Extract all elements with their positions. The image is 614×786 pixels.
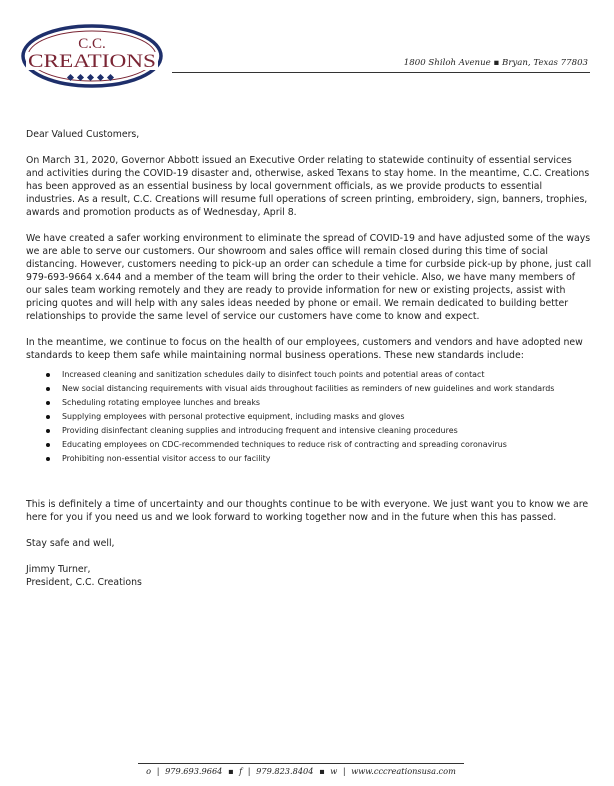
company-logo [20,22,164,96]
bullet-icon [46,401,50,405]
web-label: w [330,766,338,776]
bullet-icon [46,373,50,377]
list-item [26,424,592,438]
paragraph-new-standards: In the meantime, we continue to focus on the health of our employees, customers and vendors and have adopted new standards to keep them safe while maintaining normal business operations. These new standards include: [26,337,583,361]
list-item-text: New social distancing requirements with visual aids throughout facilities as reminders of new guidelines and work standards [62,384,555,393]
letter-closing [26,498,592,589]
list-item-text: Prohibiting non-essential visitor access to our facility [62,454,271,463]
bullet-icon [46,457,50,461]
sign-off: Stay safe and well, [26,538,115,549]
signer-name: Jimmy Turner, [26,564,91,575]
bullet-icon [46,443,50,447]
bullet-icon [46,387,50,391]
separator: | [342,766,346,776]
closing-paragraph: This is definitely a time of uncertainty and our thoughts continue to be with everyone. We just want you to know we are here for you if you need us and we look forward to working together now and in the future when this has passed. [26,499,589,523]
separator: | [156,766,160,776]
paragraph-executive-order: On March 31, 2020, Governor Abbott issued an Executive Order relating to statewide continuity of essential services and activities during the COVID-19 disaster and, otherwise, asked Texans to stay home. In the meantime, C.C. Creations has been approved as an essential business by local government officials, as we provide products to essential industries. As a result, C.C. Creations will resume full operations of screen printing, embroidery, sign, banners, trophies, awards and promotion products as of Wednesday, April 8. [26,155,590,218]
footer-divider [138,763,464,764]
separator: ▪ [319,766,325,776]
fax-label: f [239,766,243,776]
letter-body [26,128,592,589]
bullet-icon [46,415,50,419]
salutation: Dear Valued Customers, [26,129,140,140]
list-item [26,368,592,382]
website-link[interactable]: www.cccreationsusa.com [351,766,456,776]
paragraph-safer-environment: We have created a safer working environment to eliminate the spread of COVID-19 and have adjusted some of the ways we are able to serve our customers. Our showroom and sales office will remain closed during this time of social distancing. However, customers needing to pick-up an order can schedule a time for curbside pick-up by phone, just call 979-693-9664 x.644 and a member of the team will bring the order to their vehicle. Also, we have many members of our sales team working remotely and they are ready to provide information for new or existing projects, assist with pricing quotes and will help with any sales ideas needed by phone or email. We remain dedicated to building better relationships to provide the same level of service our customers have come to know and expect. [26,233,592,322]
separator: ▪ [227,766,234,776]
svg-text:CREATIONS: CREATIONS [28,51,156,72]
fax-phone: 979.823.8404 [256,766,314,776]
standards-list [26,368,592,466]
list-item [26,382,592,396]
separator: | [247,766,251,776]
list-item-text: Providing disinfectant cleaning supplies and introducing frequent and intensive cleaning procedures [62,426,458,435]
list-item-text: Supplying employees with personal protective equipment, including masks and gloves [62,412,405,421]
list-item-text: Increased cleaning and sanitization schedules daily to disinfect touch points and potential areas of contact [62,370,485,379]
list-item-text: Scheduling rotating employee lunches and breaks [62,398,261,407]
office-label: o [146,766,152,776]
list-item [26,410,592,424]
office-phone: 979.693.9664 [165,766,223,776]
signature-block [26,563,592,589]
svg-text:C.C.: C.C. [78,36,106,52]
list-item-text: Educating employees on CDC-recommended techniques to reduce risk of contracting and spreading coronavirus [62,440,507,449]
footer-contact [138,766,464,776]
bullet-icon [46,429,50,433]
signer-title: President, C.C. Creations [26,577,142,588]
list-item [26,452,592,466]
list-item [26,396,592,410]
header-divider [172,72,590,73]
list-item [26,438,592,452]
company-address: 1800 Shiloh Avenue ▪ Bryan, Texas 77803 [403,58,588,68]
